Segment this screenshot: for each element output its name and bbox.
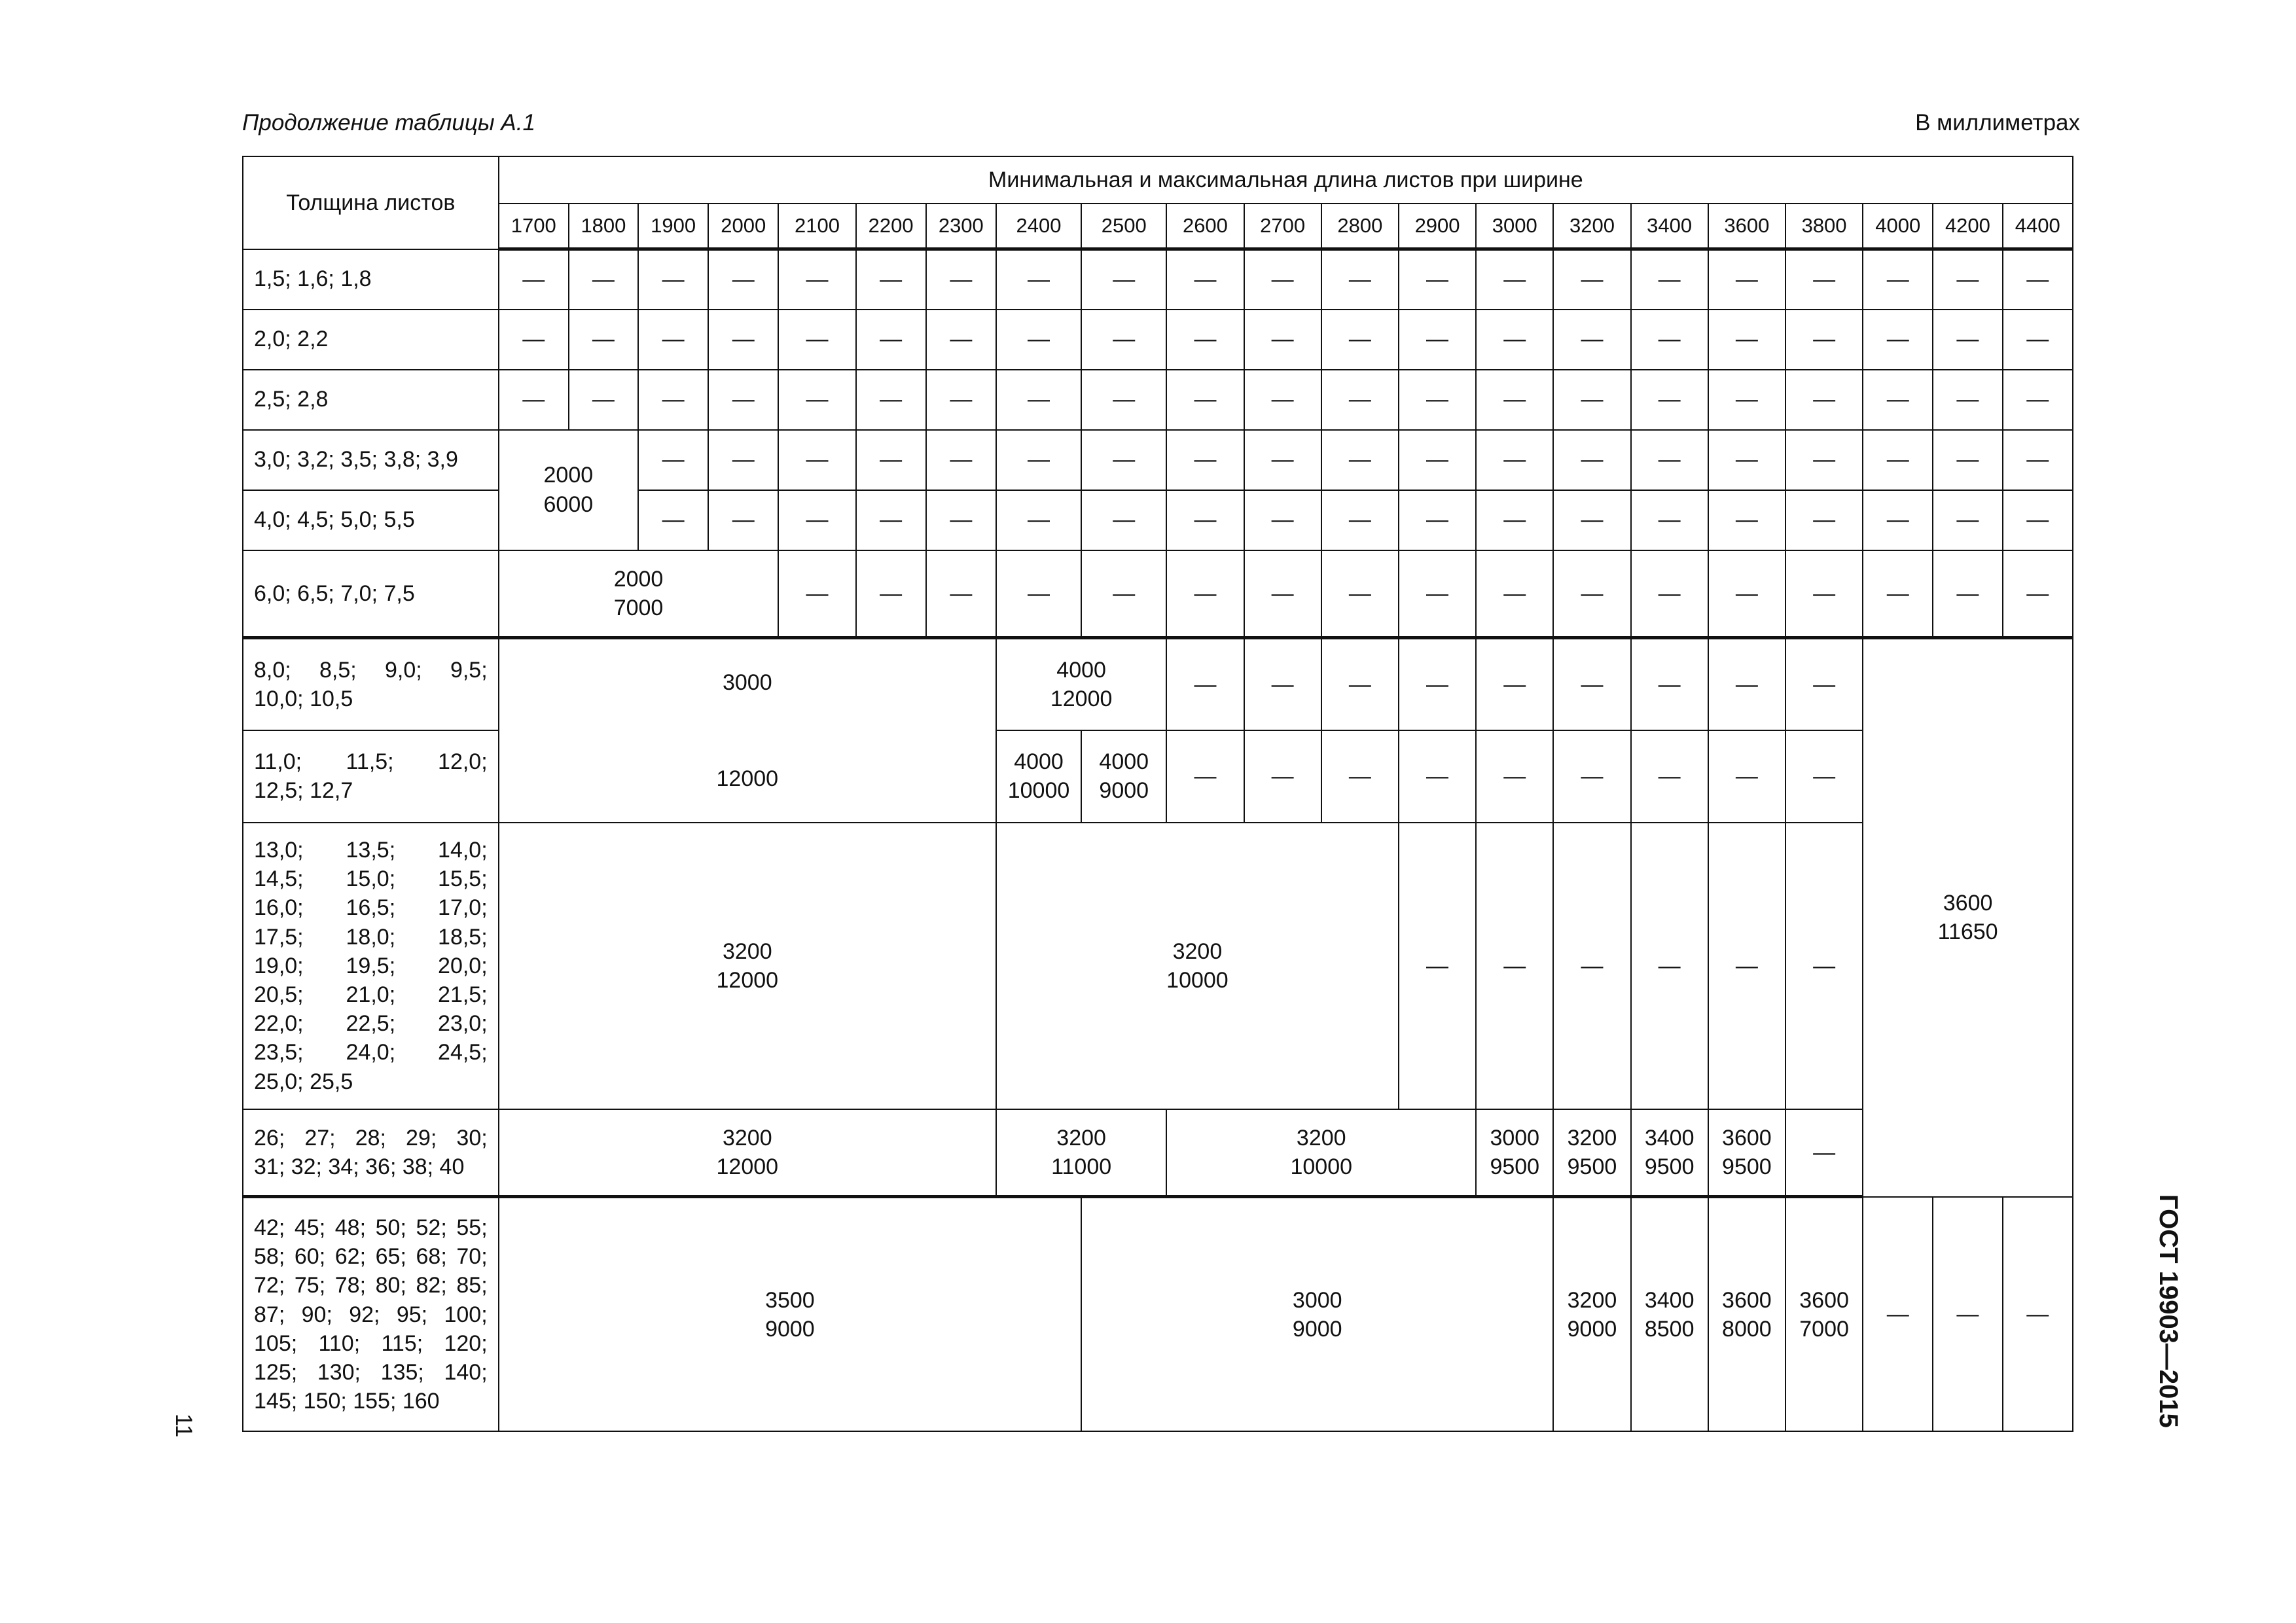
empty-dash-cell: — bbox=[1244, 370, 1321, 430]
empty-dash-cell: — bbox=[638, 490, 708, 550]
empty-dash-cell: — bbox=[926, 310, 996, 370]
width-header-2000: 2000 bbox=[708, 204, 778, 249]
width-header-1900: 1900 bbox=[638, 204, 708, 249]
length-range-cell: 4000 9000 bbox=[1081, 730, 1166, 823]
empty-dash-cell: — bbox=[499, 249, 569, 310]
empty-dash-cell: — bbox=[638, 249, 708, 310]
empty-dash-cell: — bbox=[996, 490, 1081, 550]
empty-dash-cell: — bbox=[708, 310, 778, 370]
empty-dash-cell: — bbox=[1321, 310, 1399, 370]
empty-dash-cell: — bbox=[1933, 370, 2002, 430]
width-header-1800: 1800 bbox=[569, 204, 638, 249]
empty-dash-cell: — bbox=[1166, 430, 1244, 490]
empty-dash-cell: — bbox=[1081, 430, 1166, 490]
empty-dash-cell: — bbox=[1081, 370, 1166, 430]
empty-dash-cell: — bbox=[1244, 638, 1321, 730]
empty-dash-cell: — bbox=[1708, 310, 1785, 370]
empty-dash-cell: — bbox=[1631, 823, 1708, 1109]
empty-dash-cell: — bbox=[1785, 1109, 1863, 1197]
empty-dash-cell: — bbox=[1321, 490, 1399, 550]
table-row bbox=[243, 1197, 2073, 1431]
empty-dash-cell: — bbox=[2003, 310, 2073, 370]
empty-dash-cell: — bbox=[1321, 638, 1399, 730]
empty-dash-cell: — bbox=[1166, 370, 1244, 430]
empty-dash-cell: — bbox=[926, 370, 996, 430]
length-range-cell: 3600 8000 bbox=[1708, 1197, 1785, 1431]
empty-dash-cell: — bbox=[1476, 550, 1553, 638]
empty-dash-cell: — bbox=[1476, 370, 1553, 430]
empty-dash-cell: — bbox=[1399, 490, 1476, 550]
width-header-2300: 2300 bbox=[926, 204, 996, 249]
empty-dash-cell: — bbox=[1244, 490, 1321, 550]
empty-dash-cell: — bbox=[1321, 370, 1399, 430]
empty-dash-cell: — bbox=[1708, 730, 1785, 823]
empty-dash-cell: — bbox=[1863, 370, 1933, 430]
length-range-cell: 4000 12000 bbox=[996, 638, 1166, 730]
empty-dash-cell: — bbox=[1399, 310, 1476, 370]
width-header-2600: 2600 bbox=[1166, 204, 1244, 249]
empty-dash-cell: — bbox=[1708, 249, 1785, 310]
length-range-cell: 3600 9500 bbox=[1708, 1109, 1785, 1197]
empty-dash-cell: — bbox=[778, 430, 855, 490]
empty-dash-cell: — bbox=[1785, 823, 1863, 1109]
length-range-cell: 3600 7000 bbox=[1785, 1197, 1863, 1431]
empty-dash-cell: — bbox=[1933, 310, 2002, 370]
empty-dash-cell: — bbox=[1785, 730, 1863, 823]
width-header-3600: 3600 bbox=[1708, 204, 1785, 249]
thickness-cell: 13,0; 13,5; 14,0; 14,5; 15,0; 15,5; 16,0; 16,5; 17,0; 17,5; 18,0; 18,5; 19,0; 19,5; 20,0; 20,5; 21,0; 21,5; 22,0; 22,5; 23,0; 23,5; 24,0; 24,5; 25,0; 25,5 bbox=[243, 823, 499, 1109]
empty-dash-cell: — bbox=[1863, 490, 1933, 550]
empty-dash-cell: — bbox=[1785, 550, 1863, 638]
width-header-2500: 2500 bbox=[1081, 204, 1166, 249]
empty-dash-cell: — bbox=[2003, 1197, 2073, 1431]
thickness-cell: 4,0; 4,5; 5,0; 5,5 bbox=[243, 490, 499, 550]
empty-dash-cell: — bbox=[1933, 550, 2002, 638]
empty-dash-cell: — bbox=[2003, 550, 2073, 638]
empty-dash-cell: — bbox=[1553, 310, 1630, 370]
length-range-cell: 3000 12000 bbox=[499, 638, 996, 823]
empty-dash-cell: — bbox=[1708, 490, 1785, 550]
empty-dash-cell: — bbox=[996, 430, 1081, 490]
empty-dash-cell: — bbox=[1081, 490, 1166, 550]
empty-dash-cell: — bbox=[708, 249, 778, 310]
width-header-4000: 4000 bbox=[1863, 204, 1933, 249]
empty-dash-cell: — bbox=[778, 550, 855, 638]
empty-dash-cell: — bbox=[1631, 638, 1708, 730]
length-range-cell: 3200 12000 bbox=[499, 823, 996, 1109]
empty-dash-cell: — bbox=[1166, 490, 1244, 550]
empty-dash-cell: — bbox=[1476, 310, 1553, 370]
width-header-2100: 2100 bbox=[778, 204, 855, 249]
empty-dash-cell: — bbox=[569, 249, 638, 310]
empty-dash-cell: — bbox=[1166, 310, 1244, 370]
empty-dash-cell: — bbox=[2003, 430, 2073, 490]
empty-dash-cell: — bbox=[1166, 638, 1244, 730]
empty-dash-cell: — bbox=[1785, 370, 1863, 430]
empty-dash-cell: — bbox=[1399, 550, 1476, 638]
empty-dash-cell: — bbox=[1166, 730, 1244, 823]
empty-dash-cell: — bbox=[1399, 430, 1476, 490]
width-header-1700: 1700 bbox=[499, 204, 569, 249]
page-number: 11 bbox=[171, 1414, 196, 1438]
length-range-cell: 2000 6000 bbox=[499, 430, 638, 550]
width-header-3400: 3400 bbox=[1631, 204, 1708, 249]
empty-dash-cell: — bbox=[1081, 249, 1166, 310]
empty-dash-cell: — bbox=[1863, 249, 1933, 310]
length-range-cell: 3000 9500 bbox=[1476, 1109, 1553, 1197]
table-row bbox=[243, 310, 2073, 370]
empty-dash-cell: — bbox=[1933, 490, 2002, 550]
empty-dash-cell: — bbox=[1631, 249, 1708, 310]
thickness-cell: 2,0; 2,2 bbox=[243, 310, 499, 370]
empty-dash-cell: — bbox=[1166, 249, 1244, 310]
thickness-cell: 26; 27; 28; 29; 30; 31; 32; 34; 36; 38; 40 bbox=[243, 1109, 499, 1197]
thickness-cell: 3,0; 3,2; 3,5; 3,8; 3,9 bbox=[243, 430, 499, 490]
empty-dash-cell: — bbox=[1631, 310, 1708, 370]
table-row bbox=[243, 430, 2073, 490]
empty-dash-cell: — bbox=[1476, 638, 1553, 730]
width-header-3000: 3000 bbox=[1476, 204, 1553, 249]
empty-dash-cell: — bbox=[1553, 730, 1630, 823]
empty-dash-cell: — bbox=[1244, 430, 1321, 490]
empty-dash-cell: — bbox=[856, 550, 926, 638]
empty-dash-cell: — bbox=[856, 310, 926, 370]
empty-dash-cell: — bbox=[996, 370, 1081, 430]
empty-dash-cell: — bbox=[1785, 638, 1863, 730]
document-title: ГОСТ 19903—2015 bbox=[2154, 1194, 2183, 1428]
empty-dash-cell: — bbox=[1399, 638, 1476, 730]
empty-dash-cell: — bbox=[638, 370, 708, 430]
empty-dash-cell: — bbox=[1553, 490, 1630, 550]
empty-dash-cell: — bbox=[926, 430, 996, 490]
width-group-header: Минимальная и максимальная длина листов при ширине bbox=[499, 156, 2073, 204]
empty-dash-cell: — bbox=[1399, 823, 1476, 1109]
empty-dash-cell: — bbox=[1166, 550, 1244, 638]
empty-dash-cell: — bbox=[708, 490, 778, 550]
empty-dash-cell: — bbox=[1399, 730, 1476, 823]
width-header-2200: 2200 bbox=[856, 204, 926, 249]
empty-dash-cell: — bbox=[1785, 490, 1863, 550]
thickness-cell: 6,0; 6,5; 7,0; 7,5 bbox=[243, 550, 499, 638]
empty-dash-cell: — bbox=[1708, 550, 1785, 638]
sheet-dimensions-table bbox=[242, 156, 2073, 1432]
width-header-2800: 2800 bbox=[1321, 204, 1399, 249]
empty-dash-cell: — bbox=[1321, 730, 1399, 823]
empty-dash-cell: — bbox=[1863, 430, 1933, 490]
empty-dash-cell: — bbox=[1399, 370, 1476, 430]
length-range-cell: 2000 7000 bbox=[499, 550, 779, 638]
empty-dash-cell: — bbox=[1476, 249, 1553, 310]
empty-dash-cell: — bbox=[708, 370, 778, 430]
empty-dash-cell: — bbox=[1708, 823, 1785, 1109]
length-range-cell: 3400 8500 bbox=[1631, 1197, 1708, 1431]
empty-dash-cell: — bbox=[1553, 638, 1630, 730]
thickness-cell: 2,5; 2,8 bbox=[243, 370, 499, 430]
empty-dash-cell: — bbox=[856, 490, 926, 550]
length-range-cell: 3200 10000 bbox=[996, 823, 1399, 1109]
empty-dash-cell: — bbox=[926, 249, 996, 310]
empty-dash-cell: — bbox=[708, 430, 778, 490]
empty-dash-cell: — bbox=[1476, 430, 1553, 490]
empty-dash-cell: — bbox=[1553, 430, 1630, 490]
length-range-cell: 3200 11000 bbox=[996, 1109, 1166, 1197]
table-row bbox=[243, 249, 2073, 310]
width-header-4400: 4400 bbox=[2003, 204, 2073, 249]
empty-dash-cell: — bbox=[996, 550, 1081, 638]
empty-dash-cell: — bbox=[1553, 823, 1630, 1109]
empty-dash-cell: — bbox=[1933, 1197, 2002, 1431]
empty-dash-cell: — bbox=[1244, 310, 1321, 370]
empty-dash-cell: — bbox=[1553, 550, 1630, 638]
empty-dash-cell: — bbox=[1863, 550, 1933, 638]
empty-dash-cell: — bbox=[778, 490, 855, 550]
empty-dash-cell: — bbox=[1631, 730, 1708, 823]
empty-dash-cell: — bbox=[1476, 490, 1553, 550]
width-header-2400: 2400 bbox=[996, 204, 1081, 249]
empty-dash-cell: — bbox=[2003, 490, 2073, 550]
width-header-2700: 2700 bbox=[1244, 204, 1321, 249]
width-header-2900: 2900 bbox=[1399, 204, 1476, 249]
empty-dash-cell: — bbox=[1785, 310, 1863, 370]
empty-dash-cell: — bbox=[1553, 370, 1630, 430]
empty-dash-cell: — bbox=[1785, 430, 1863, 490]
empty-dash-cell: — bbox=[1244, 249, 1321, 310]
empty-dash-cell: — bbox=[1708, 638, 1785, 730]
length-range-cell: 3400 9500 bbox=[1631, 1109, 1708, 1197]
empty-dash-cell: — bbox=[1863, 1197, 1933, 1431]
empty-dash-cell: — bbox=[1631, 370, 1708, 430]
empty-dash-cell: — bbox=[1631, 490, 1708, 550]
empty-dash-cell: — bbox=[1933, 430, 2002, 490]
length-range-cell: 4000 10000 bbox=[996, 730, 1081, 823]
width-header-3800: 3800 bbox=[1785, 204, 1863, 249]
empty-dash-cell: — bbox=[1244, 550, 1321, 638]
empty-dash-cell: — bbox=[1321, 430, 1399, 490]
empty-dash-cell: — bbox=[926, 550, 996, 638]
empty-dash-cell: — bbox=[1863, 310, 1933, 370]
length-range-cell: 3200 9000 bbox=[1553, 1197, 1630, 1431]
empty-dash-cell: — bbox=[1321, 249, 1399, 310]
table-row bbox=[243, 370, 2073, 430]
empty-dash-cell: — bbox=[1553, 249, 1630, 310]
thickness-cell: 42; 45; 48; 50; 52; 55; 58; 60; 62; 65; 68; 70; 72; 75; 78; 80; 82; 85; 87; 90; 92; 95; 100; 105; 110; 115; 120; 125; 130; 135; 140; 145; 150; 155; 160 bbox=[243, 1197, 499, 1431]
empty-dash-cell: — bbox=[778, 249, 855, 310]
empty-dash-cell: — bbox=[1476, 730, 1553, 823]
empty-dash-cell: — bbox=[1081, 550, 1166, 638]
thickness-cell: 1,5; 1,6; 1,8 bbox=[243, 249, 499, 310]
empty-dash-cell: — bbox=[1399, 249, 1476, 310]
length-range-cell: 3200 10000 bbox=[1166, 1109, 1476, 1197]
empty-dash-cell: — bbox=[856, 370, 926, 430]
thickness-cell: 8,0; 8,5; 9,0; 9,5; 10,0; 10,5 bbox=[243, 638, 499, 730]
empty-dash-cell: — bbox=[856, 430, 926, 490]
width-header-4200: 4200 bbox=[1933, 204, 2002, 249]
length-range-cell: 3600 11650 bbox=[1863, 638, 2073, 1197]
empty-dash-cell: — bbox=[1708, 370, 1785, 430]
empty-dash-cell: — bbox=[856, 249, 926, 310]
length-range-cell: 3200 9500 bbox=[1553, 1109, 1630, 1197]
empty-dash-cell: — bbox=[2003, 370, 2073, 430]
table-row bbox=[243, 1109, 2073, 1197]
empty-dash-cell: — bbox=[996, 249, 1081, 310]
width-header-3200: 3200 bbox=[1553, 204, 1630, 249]
width-header-row bbox=[243, 204, 2073, 249]
empty-dash-cell: — bbox=[1631, 550, 1708, 638]
empty-dash-cell: — bbox=[1933, 249, 2002, 310]
empty-dash-cell: — bbox=[1081, 310, 1166, 370]
empty-dash-cell: — bbox=[778, 370, 855, 430]
length-range-cell: 3000 9000 bbox=[1081, 1197, 1553, 1431]
empty-dash-cell: — bbox=[569, 310, 638, 370]
table-caption: Продолжение таблицы А.1 bbox=[242, 110, 535, 135]
empty-dash-cell: — bbox=[1631, 430, 1708, 490]
thickness-cell: 11,0; 11,5; 12,0; 12,5; 12,7 bbox=[243, 730, 499, 823]
thickness-header: Толщина листов bbox=[243, 156, 499, 249]
empty-dash-cell: — bbox=[499, 370, 569, 430]
empty-dash-cell: — bbox=[569, 370, 638, 430]
units-note: В миллиметрах bbox=[1915, 110, 2080, 135]
empty-dash-cell: — bbox=[778, 310, 855, 370]
empty-dash-cell: — bbox=[638, 310, 708, 370]
empty-dash-cell: — bbox=[996, 310, 1081, 370]
empty-dash-cell: — bbox=[1321, 550, 1399, 638]
length-range-cell: 3500 9000 bbox=[499, 1197, 1081, 1431]
table-row bbox=[243, 550, 2073, 638]
empty-dash-cell: — bbox=[926, 490, 996, 550]
length-range-cell: 3200 12000 bbox=[499, 1109, 996, 1197]
empty-dash-cell: — bbox=[1785, 249, 1863, 310]
table-row bbox=[243, 638, 2073, 730]
empty-dash-cell: — bbox=[1244, 730, 1321, 823]
empty-dash-cell: — bbox=[1476, 823, 1553, 1109]
table-row bbox=[243, 823, 2073, 1109]
empty-dash-cell: — bbox=[1708, 430, 1785, 490]
empty-dash-cell: — bbox=[499, 310, 569, 370]
empty-dash-cell: — bbox=[2003, 249, 2073, 310]
empty-dash-cell: — bbox=[638, 430, 708, 490]
